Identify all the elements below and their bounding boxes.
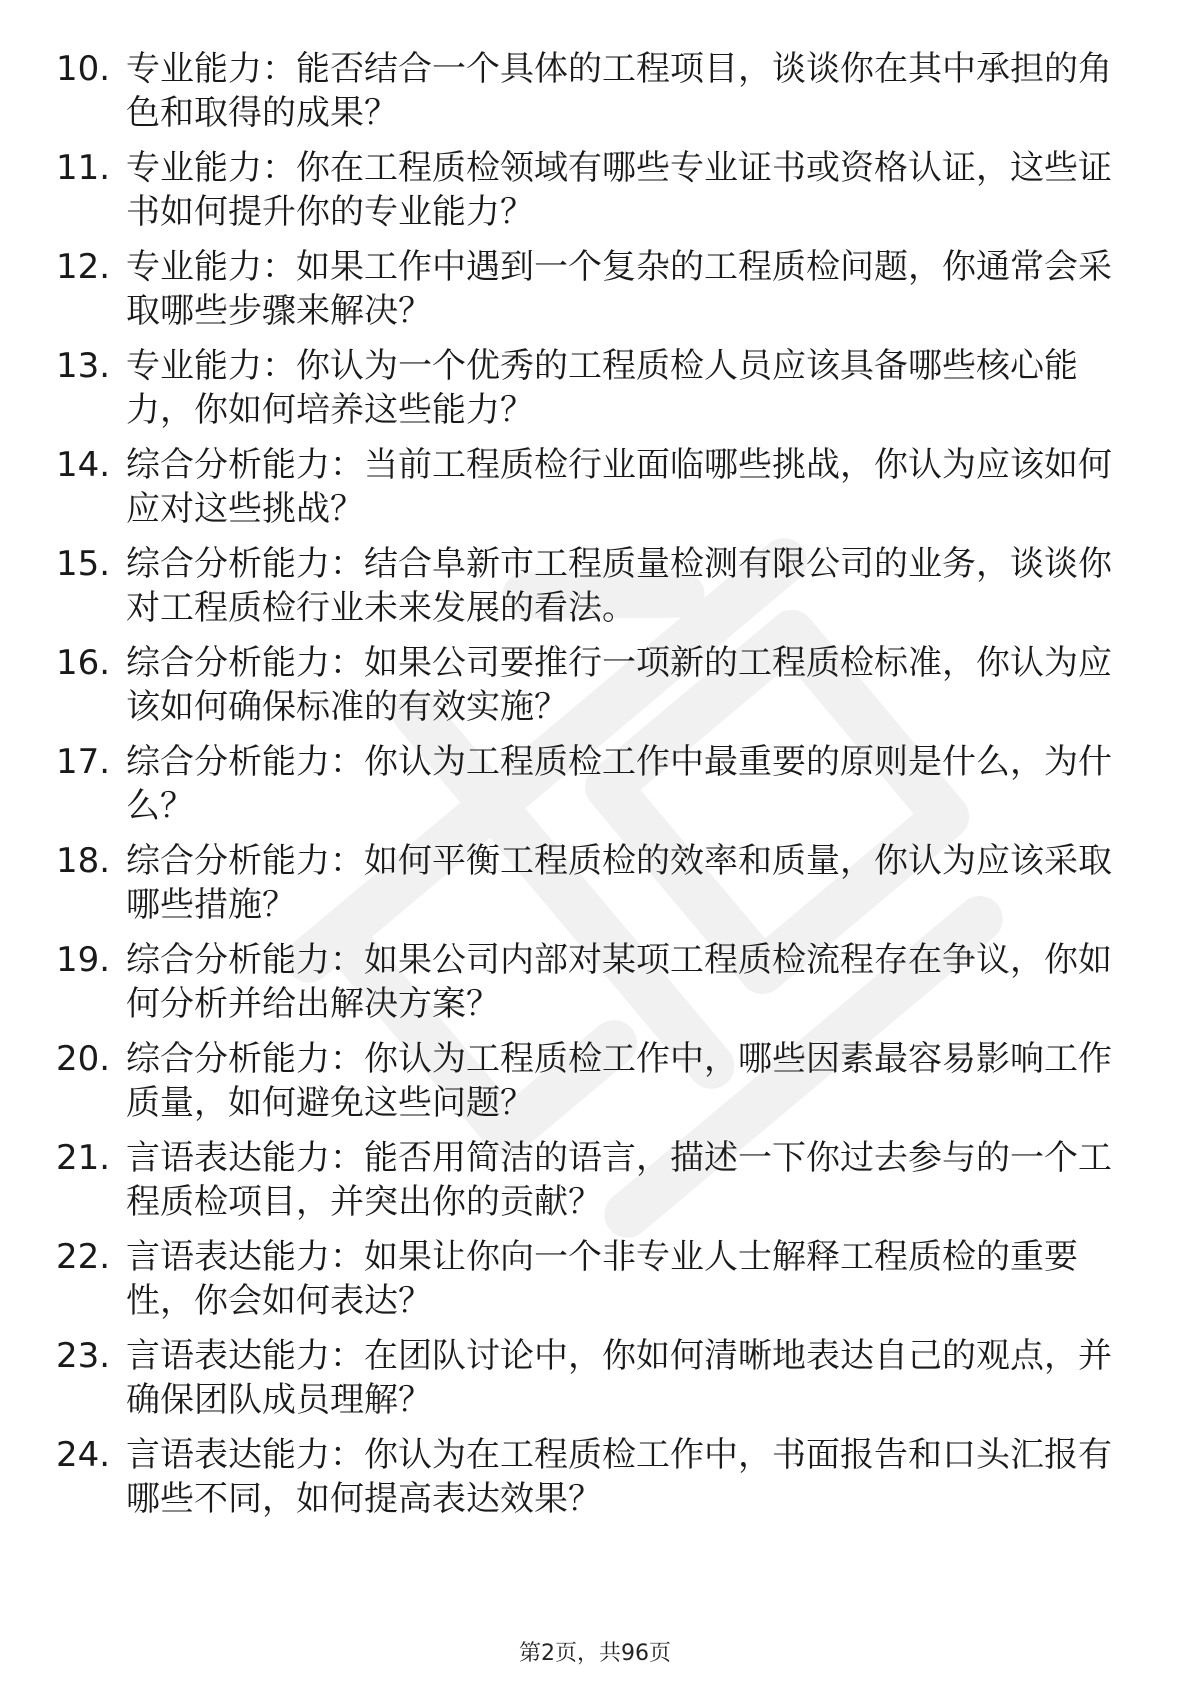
question-item: [56, 1334, 1141, 1422]
question-item: [56, 1433, 1141, 1521]
question-item: [56, 443, 1141, 531]
question-item: [56, 344, 1141, 432]
question-number: 14.: [56, 445, 111, 485]
question-number: 15.: [56, 544, 111, 584]
question-item: [56, 47, 1141, 135]
question-number: 13.: [56, 346, 111, 386]
question-item: [56, 542, 1141, 630]
question-item: [56, 641, 1141, 729]
question-number: 12.: [56, 247, 111, 287]
question-number: 23.: [56, 1336, 111, 1376]
question-text: 专业能力：你认为一个优秀的工程质检人员应该具备哪些核心能力，你如何培养这些能力？: [126, 346, 1078, 430]
question-text: 言语表达能力：能否用简洁的语言，描述一下你过去参与的一个工程质检项目，并突出你的贡献？: [126, 1138, 1112, 1222]
question-item: [56, 146, 1141, 234]
question-text: 综合分析能力：你认为工程质检工作中最重要的原则是什么，为什么？: [126, 742, 1112, 826]
question-item: [56, 1037, 1141, 1125]
question-text: 专业能力：如果工作中遇到一个复杂的工程质检问题，你通常会采取哪些步骤来解决？: [126, 247, 1112, 331]
question-text: 言语表达能力：你认为在工程质检工作中，书面报告和口头汇报有哪些不同，如何提高表达效果？: [126, 1435, 1112, 1519]
question-text: 综合分析能力：当前工程质检行业面临哪些挑战，你认为应该如何应对这些挑战？: [126, 445, 1112, 529]
question-number: 10.: [56, 49, 111, 89]
question-item: [56, 740, 1141, 828]
question-number: 17.: [56, 742, 111, 782]
question-text: 综合分析能力：如何平衡工程质检的效率和质量，你认为应该采取哪些措施？: [126, 841, 1112, 925]
question-number: 19.: [56, 940, 111, 980]
question-text: 综合分析能力：如果公司内部对某项工程质检流程存在争议，你如何分析并给出解决方案？: [126, 940, 1112, 1024]
question-item: [56, 839, 1141, 927]
question-text: 综合分析能力：如果公司要推行一项新的工程质检标准，你认为应该如何确保标准的有效实施？: [126, 643, 1112, 727]
question-number: 16.: [56, 643, 111, 683]
question-number: 22.: [56, 1237, 111, 1277]
question-item: [56, 245, 1141, 333]
question-number: 20.: [56, 1039, 111, 1079]
question-text: 综合分析能力：你认为工程质检工作中，哪些因素最容易影响工作质量，如何避免这些问题？: [126, 1039, 1112, 1123]
question-number: 18.: [56, 841, 111, 881]
question-number: 21.: [56, 1138, 111, 1178]
question-number: 11.: [56, 148, 111, 188]
question-text: 综合分析能力：结合阜新市工程质量检测有限公司的业务，谈谈你对工程质检行业未来发展的看法。: [126, 544, 1112, 628]
question-item: [56, 1136, 1141, 1224]
question-item: [56, 1235, 1141, 1323]
question-text: 专业能力：你在工程质检领域有哪些专业证书或资格认证，这些证书如何提升你的专业能力？: [126, 148, 1112, 232]
question-list: [56, 47, 1141, 1532]
page-footer: 第2页，共96页: [519, 1641, 671, 1666]
question-text: 言语表达能力：在团队讨论中，你如何清晰地表达自己的观点，并确保团队成员理解？: [126, 1336, 1112, 1420]
question-number: 24.: [56, 1435, 111, 1475]
question-text: 专业能力：能否结合一个具体的工程项目，谈谈你在其中承担的角色和取得的成果？: [126, 49, 1112, 133]
question-text: 言语表达能力：如果让你向一个非专业人士解释工程质检的重要性，你会如何表达？: [126, 1237, 1078, 1321]
question-item: [56, 938, 1141, 1026]
